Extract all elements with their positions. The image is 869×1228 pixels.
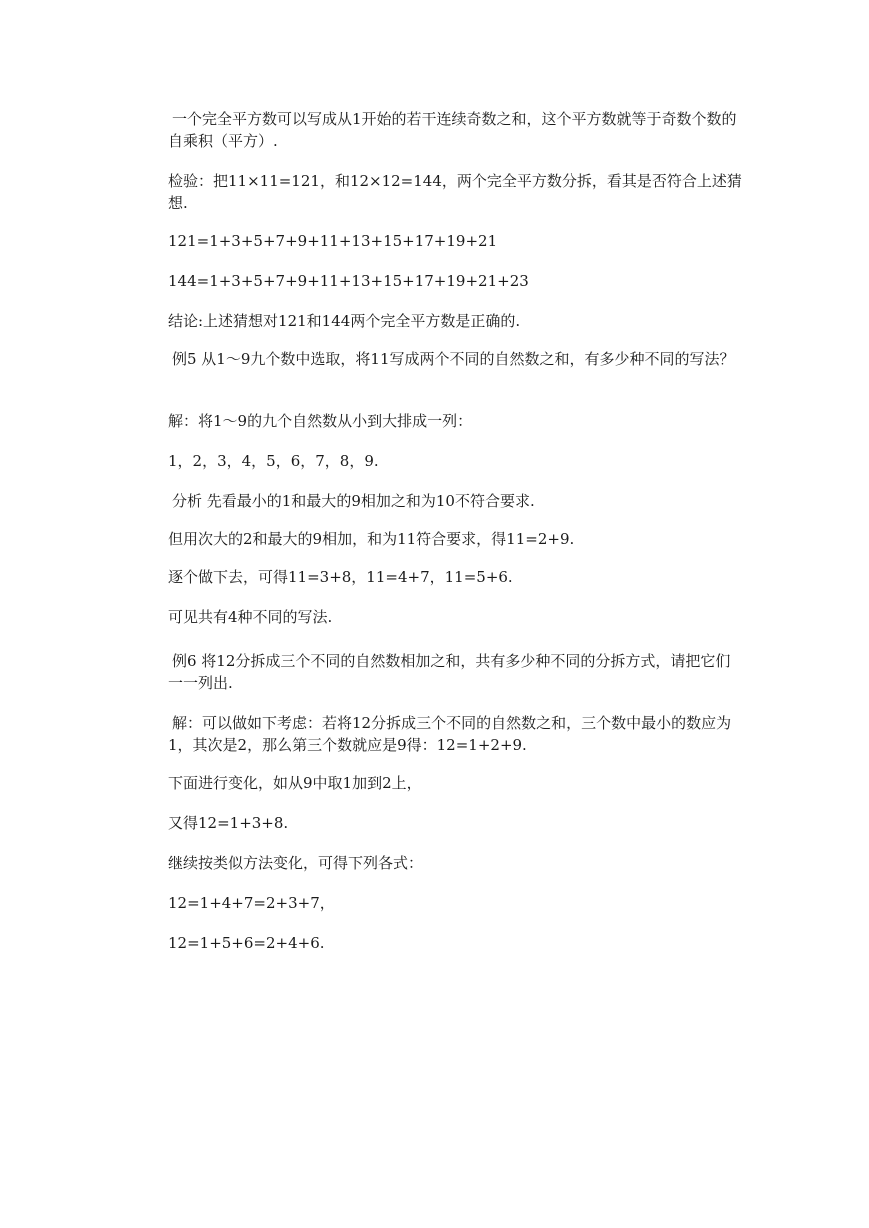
paragraph-continue: 逐个做下去，可得11=3+8，11=4+7，11=5+6. — [168, 568, 513, 586]
paragraph-example-5: 例5 从1～9九个数中选取，将11写成两个不同的自然数之和，有多少种不同的写法？ — [172, 350, 735, 368]
paragraph-analysis: 分析 先看最小的1和最大的9相加之和为10不符合要求. — [172, 492, 535, 510]
paragraph-verification: 检验：把11×11=121，和12×12=144，两个完全平方数分拆，看其是否符合上述猜想. — [168, 172, 742, 212]
paragraph-example-6: 例6 将12分拆成三个不同的自然数相加之和，共有多少种不同的分拆方式，请把它们一一列出. — [168, 652, 731, 692]
equation-12-a: 12=1+4+7=2+3+7， — [168, 894, 335, 912]
equation-144: 144=1+3+5+7+9+11+13+15+17+19+21+23 — [168, 272, 529, 290]
paragraph-perfect-square-claim: 一个完全平方数可以写成从1开始的若干连续奇数之和，这个平方数就等于奇数个数的自乘积（平方）. — [168, 110, 737, 150]
equation-121: 121=1+3+5+7+9+11+13+15+17+19+21 — [168, 232, 498, 250]
paragraph-again: 又得12=1+3+8. — [168, 814, 289, 832]
paragraph-result-5: 可见共有4种不同的写法. — [168, 608, 333, 626]
number-sequence: 1，2，3，4，5，6，7，8，9. — [168, 452, 379, 470]
paragraph-conclusion: 结论:上述猜想对121和144两个完全平方数是正确的. — [168, 312, 521, 330]
paragraph-transform: 下面进行变化，如从9中取1加到2上， — [168, 774, 422, 792]
paragraph-solution-5: 解：将1～9的九个自然数从小到大排成一列： — [168, 412, 473, 430]
paragraph-solution-6: 解：可以做如下考虑：若将12分拆成三个不同的自然数之和，三个数中最小的数应为1，其次是2，那么第三个数就应是9得：12=1+2+9. — [168, 714, 732, 754]
equation-12-b: 12=1+5+6=2+4+6. — [168, 934, 325, 952]
paragraph-second-step: 但用次大的2和最大的9相加，和为11符合要求，得11=2+9. — [168, 530, 575, 548]
paragraph-similar-method: 继续按类似方法变化，可得下列各式： — [168, 854, 424, 872]
